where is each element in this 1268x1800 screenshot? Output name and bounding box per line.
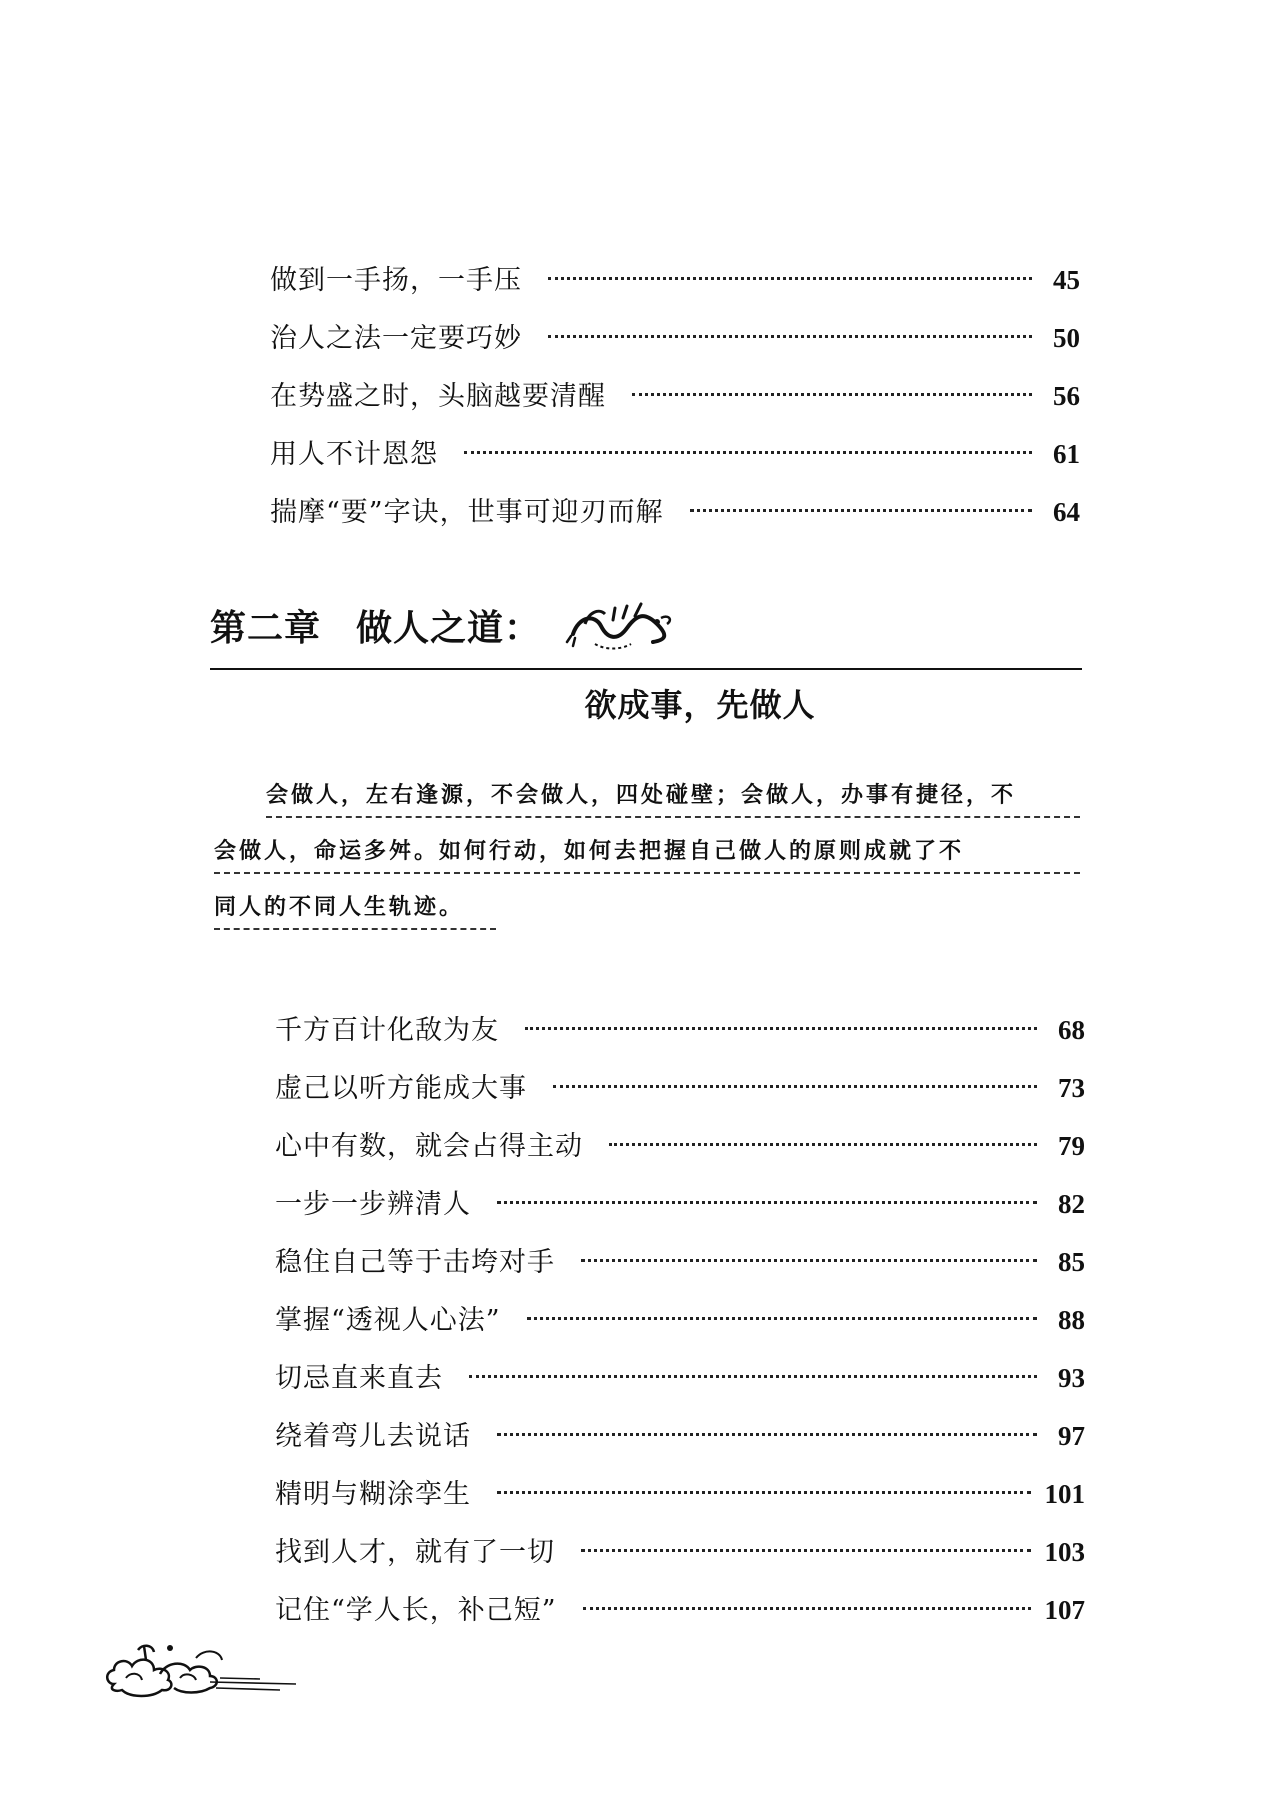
toc-entry-page: 82 bbox=[1058, 1189, 1085, 1219]
toc-entry[interactable] bbox=[270, 432, 1080, 472]
toc-entry-page: 45 bbox=[1053, 265, 1080, 295]
cloud-icon bbox=[100, 1638, 300, 1713]
toc-entry-title: 一步一步辨清人 bbox=[275, 1189, 471, 1220]
toc-dot-leader bbox=[581, 1259, 1037, 1262]
chapter-subtitle bbox=[0, 680, 1268, 726]
chapter-subtitle-text: 欲成事，先做人 bbox=[584, 686, 816, 724]
toc-entry-title: 治人之法一定要巧妙 bbox=[270, 323, 522, 354]
toc-entry-page: 68 bbox=[1058, 1015, 1085, 1045]
toc-entry-title: 绕着弯儿去说话 bbox=[275, 1421, 471, 1452]
toc-entry-page: 101 bbox=[1044, 1479, 1085, 1509]
toc-entry-page: 73 bbox=[1058, 1073, 1085, 1103]
toc-dot-leader bbox=[525, 1027, 1037, 1030]
dragon-icon bbox=[565, 594, 675, 654]
toc-dot-leader bbox=[581, 1549, 1031, 1552]
toc-entry-title: 虚己以听方能成大事 bbox=[275, 1073, 527, 1104]
toc-dot-leader bbox=[583, 1607, 1031, 1610]
toc-entry-page: 79 bbox=[1058, 1131, 1085, 1161]
intro-underline bbox=[266, 816, 1080, 818]
toc-entry-title: 精明与糊涂孪生 bbox=[275, 1479, 471, 1510]
toc-dot-leader bbox=[497, 1433, 1037, 1436]
toc-entry[interactable] bbox=[275, 1240, 1085, 1280]
toc-entry[interactable] bbox=[275, 1066, 1085, 1106]
toc-entry[interactable] bbox=[275, 1124, 1085, 1164]
toc-dot-leader bbox=[464, 451, 1032, 454]
toc-entry-title: 记住“学人长，补己短” bbox=[275, 1595, 557, 1626]
toc-entry-page: 103 bbox=[1044, 1537, 1085, 1567]
toc-dot-leader bbox=[632, 393, 1032, 396]
toc-entry-page: 61 bbox=[1053, 439, 1080, 469]
toc-dot-leader bbox=[548, 277, 1032, 280]
chapter-name: 做人之道： bbox=[356, 608, 542, 649]
toc-entry-title: 用人不计恩怨 bbox=[270, 439, 438, 470]
toc-entry-page: 93 bbox=[1058, 1363, 1085, 1393]
toc-entry[interactable] bbox=[275, 1414, 1085, 1454]
intro-line bbox=[214, 834, 964, 874]
toc-entry-page: 88 bbox=[1058, 1305, 1085, 1335]
toc-entry[interactable] bbox=[270, 258, 1080, 298]
toc-entry[interactable] bbox=[270, 316, 1080, 356]
toc-entry-page: 85 bbox=[1058, 1247, 1085, 1277]
toc-dot-leader bbox=[553, 1085, 1037, 1088]
intro-text: 会做人，左右逢源，不会做人，四处碰壁；会做人，办事有捷径，不 bbox=[266, 783, 1017, 808]
toc-dot-leader bbox=[609, 1143, 1037, 1146]
toc-entry-title: 揣摩“要”字诀，世事可迎刃而解 bbox=[270, 497, 664, 528]
toc-dot-leader bbox=[469, 1375, 1037, 1378]
toc-entry[interactable] bbox=[275, 1008, 1085, 1048]
toc-entry[interactable] bbox=[275, 1356, 1085, 1396]
toc-entry-page: 97 bbox=[1058, 1421, 1085, 1451]
toc-dot-leader bbox=[497, 1491, 1031, 1494]
intro-text: 同人的不同人生轨迹。 bbox=[214, 895, 465, 920]
toc-dot-leader bbox=[527, 1317, 1037, 1320]
toc-entry-title: 找到人才，就有了一切 bbox=[275, 1537, 555, 1568]
intro-line bbox=[266, 778, 1016, 818]
toc-entry-title: 切忌直来直去 bbox=[275, 1363, 443, 1394]
toc-entry-page: 50 bbox=[1053, 323, 1080, 353]
toc-dot-leader bbox=[548, 335, 1032, 338]
chapter-divider bbox=[210, 668, 1082, 670]
toc-entry-title: 稳住自己等于击垮对手 bbox=[275, 1247, 555, 1278]
toc-entry-title: 做到一手扬，一手压 bbox=[270, 265, 522, 296]
toc-entry[interactable] bbox=[275, 1530, 1085, 1570]
toc-entry[interactable] bbox=[270, 374, 1080, 414]
chapter-heading bbox=[210, 600, 1080, 670]
toc-entry-title: 心中有数，就会占得主动 bbox=[275, 1131, 583, 1162]
intro-line bbox=[214, 890, 464, 930]
toc-entry[interactable] bbox=[275, 1182, 1085, 1222]
toc-dot-leader bbox=[690, 509, 1032, 512]
toc-entry[interactable] bbox=[270, 490, 1080, 530]
chapter-label: 第二章 bbox=[210, 608, 322, 649]
toc-entry-page: 107 bbox=[1044, 1595, 1085, 1625]
toc-entry-page: 64 bbox=[1053, 497, 1080, 527]
intro-underline bbox=[214, 872, 1080, 874]
intro-underline bbox=[214, 928, 496, 930]
toc-entry-title: 千方百计化敌为友 bbox=[275, 1015, 499, 1046]
toc-dot-leader bbox=[497, 1201, 1037, 1204]
toc-entry[interactable] bbox=[275, 1588, 1085, 1628]
toc-entry[interactable] bbox=[275, 1298, 1085, 1338]
toc-entry-title: 掌握“透视人心法” bbox=[275, 1305, 501, 1336]
intro-text: 会做人，命运多舛。如何行动，如何去把握自己做人的原则成就了不 bbox=[214, 839, 965, 864]
toc-entry-title: 在势盛之时，头脑越要清醒 bbox=[270, 381, 606, 412]
toc-entry-page: 56 bbox=[1053, 381, 1080, 411]
toc-entry[interactable] bbox=[275, 1472, 1085, 1512]
